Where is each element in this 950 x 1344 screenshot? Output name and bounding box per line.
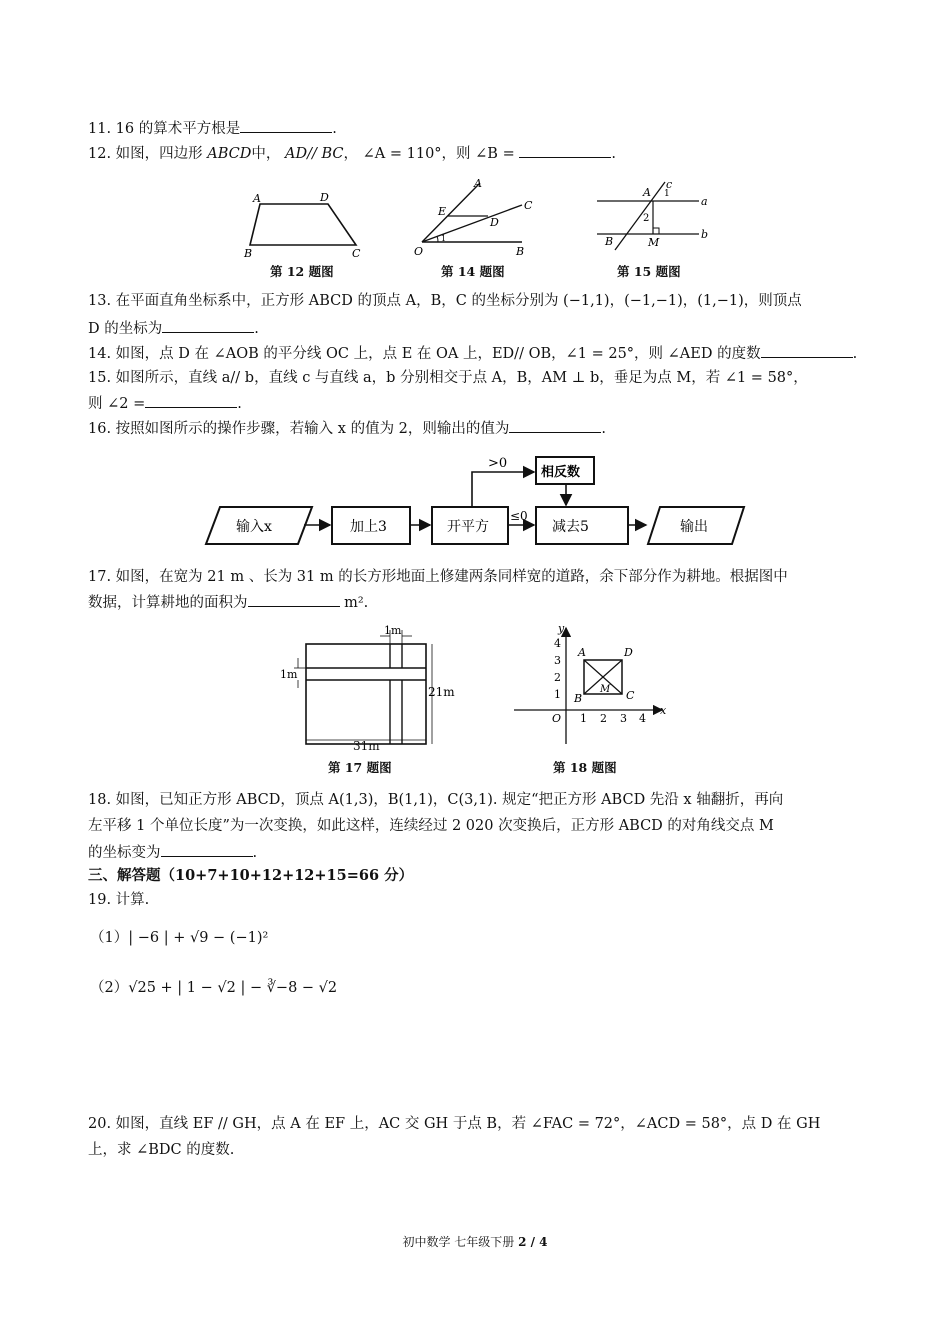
- flow-add-label: 加上3: [350, 519, 387, 535]
- question-20-line1: 20. 如图，直线 EF // GH，点 A 在 EF 上，AC 交 GH 于点 B，若 ∠FAC = 72°，∠ACD = 58°，点 D 在 GH: [88, 1116, 821, 1132]
- field-rect: [306, 644, 426, 744]
- arrow-positive: [472, 472, 534, 507]
- q14-end: .: [852, 346, 858, 362]
- question-19-part1: （1）| −6 | + √9 − (−1)²: [90, 930, 269, 946]
- question-15-line2: [88, 393, 242, 414]
- q16-end: .: [601, 421, 607, 437]
- figure-14-caption: 第 14 题图: [441, 264, 505, 279]
- question-18-line2: 左平移 1 个单位长度”为一次变换，如此这样，连续经过 2 020 次变换后，正方形 ABCD 的对角线交点 M: [88, 818, 774, 834]
- trapezoid-shape: [250, 204, 356, 245]
- label-b: B: [244, 247, 253, 260]
- label-d: D: [320, 191, 329, 204]
- q12-end: .: [611, 146, 616, 162]
- tick-x-2: 2: [600, 712, 607, 725]
- answer-blank-15: [145, 393, 237, 408]
- answer-blank-12: [519, 143, 611, 158]
- answer-blank-18: [161, 842, 253, 857]
- question-19-title: 19. 计算.: [88, 892, 150, 908]
- label-line-a: a: [701, 195, 708, 208]
- label-a: A: [643, 186, 651, 199]
- question-13-line2: [88, 318, 259, 339]
- q17-unit: m²: [344, 595, 364, 611]
- label-height: 21m: [428, 685, 455, 699]
- q13-text: D 的坐标为: [88, 321, 163, 337]
- label-o: O: [414, 245, 424, 258]
- label-e: E: [438, 205, 447, 218]
- question-14: [88, 343, 857, 364]
- question-17-line1: 17. 如图，在宽为 21 m 、长为 31 m 的长方形地面上修建两条同样宽的道路，余下部分作为耕地。根据图中: [88, 569, 788, 585]
- x-axis-label: x: [660, 704, 667, 717]
- q12-part3: ，则: [441, 146, 471, 162]
- ray-oa: [422, 183, 480, 242]
- answer-blank-13: [162, 318, 254, 333]
- q12-sep: ，: [343, 146, 359, 162]
- question-18-line1: 18. 如图，已知正方形 ABCD，顶点 A(1,3)，B(1,1)，C(3,1). 规定“把正方形 ABCD 先沿 x 轴翻折，再向: [88, 792, 784, 808]
- q12-ask: ∠B =: [475, 146, 515, 162]
- flow-le-label: ≤0: [510, 509, 528, 523]
- flow-neg-label: 相反数: [541, 465, 581, 480]
- page-footer: [0, 1233, 950, 1250]
- label-m: M: [648, 236, 660, 249]
- angle-1-arc: [437, 236, 438, 242]
- figure-12-trapezoid: [240, 188, 370, 258]
- flow-input-label: 输入x: [236, 519, 272, 535]
- question-17-line2: [88, 592, 368, 613]
- q12-condition-parallel: AD// BC: [285, 146, 344, 162]
- page-number: 2 / 4: [518, 1235, 548, 1249]
- label-a: A: [253, 192, 261, 205]
- label-top-road: 1m: [384, 624, 402, 637]
- tick-x-1: 1: [580, 712, 587, 725]
- question-20-line2: 上，求 ∠BDC 的度数.: [88, 1142, 235, 1158]
- origin-label: O: [552, 712, 562, 725]
- q12-part2: 中，: [251, 146, 281, 162]
- figure-15-caption: 第 15 题图: [617, 264, 681, 279]
- label-c: c: [666, 178, 673, 191]
- label-c: C: [626, 689, 635, 702]
- figure-17-caption: 第 17 题图: [328, 760, 392, 775]
- figure-18-caption: 第 18 题图: [553, 760, 617, 775]
- label-c: C: [524, 199, 533, 212]
- question-13-line1: 13. 在平面直角坐标系中，正方形 ABCD 的顶点 A，B，C 的坐标分别为 (−1,1)，(−1,−1)，(1,−1)，则顶点: [88, 293, 802, 309]
- q16-text: 16. 按照如图所示的操作步骤，若输入 x 的值为 2，则输出的值为: [88, 421, 510, 437]
- label-a: A: [474, 177, 482, 190]
- q15-end: .: [237, 396, 242, 412]
- question-11: [88, 118, 337, 139]
- flow-sub-label: 减去5: [552, 519, 589, 535]
- label-left-road: 1m: [280, 668, 298, 681]
- figure-18-coordinate: [512, 622, 672, 747]
- label-b: B: [605, 235, 614, 248]
- right-angle-mark: [653, 228, 659, 234]
- q13-end: .: [254, 321, 259, 337]
- tick-y-1: 1: [554, 688, 561, 701]
- label-angle-1: 1: [664, 189, 670, 199]
- question-19-part2: （2）√25 + | 1 − √2 | − ∛−8 − √2: [90, 980, 338, 996]
- q12-condition-angle: ∠A = 110°: [362, 146, 442, 162]
- label-d: D: [490, 216, 499, 229]
- section-3-heading: 三、解答题（10+7+10+12+12+15=66 分）: [88, 867, 414, 884]
- footer-text: 初中数学 七年级下册: [402, 1235, 519, 1249]
- question-15-line1: 15. 如图所示，直线 a// b，直线 c 与直线 a，b 分别相交于点 A，B，AM ⊥ b，垂足为点 M，若 ∠1 = 58°，: [88, 370, 808, 386]
- answer-blank-17: [248, 592, 340, 607]
- figure-12-caption: 第 12 题图: [270, 264, 334, 279]
- q11-text: 11. 16 的算术平方根是: [88, 121, 241, 137]
- figure-15-parallel: [595, 178, 715, 258]
- label-b: B: [574, 692, 583, 705]
- q12-part1: 12. 如图，四边形: [88, 146, 203, 162]
- label-a: A: [578, 646, 586, 659]
- q18-text: 的坐标变为: [88, 845, 161, 861]
- figure-14-angle: [410, 175, 540, 260]
- q11-end: .: [332, 121, 337, 137]
- q17-text: 数据，计算耕地的面积为: [88, 595, 248, 611]
- flow-output-label: 输出: [680, 519, 708, 535]
- flow-sqrt-label: 开平方: [447, 519, 489, 535]
- q14-text: 14. 如图，点 D 在 ∠AOB 的平分线 OC 上，点 E 在 OA 上，ED// OB，∠1 = 25°，则 ∠AED 的度数: [88, 346, 761, 362]
- tick-x-3: 3: [620, 712, 627, 725]
- label-c: C: [352, 247, 361, 260]
- tick-y-2: 2: [554, 671, 561, 684]
- label-m: M: [600, 684, 611, 695]
- q15-text: 则 ∠2 =: [88, 396, 146, 412]
- answer-blank-14: [761, 343, 853, 358]
- q18-end: .: [252, 845, 258, 861]
- y-axis-label: y: [558, 622, 565, 635]
- answer-blank-11: [240, 118, 332, 133]
- label-line-b: b: [701, 228, 709, 241]
- tick-y-4: 4: [554, 637, 561, 650]
- label-d: D: [624, 646, 633, 659]
- label-angle-1: 1: [441, 234, 447, 243]
- label-angle-2: 2: [643, 213, 650, 224]
- question-16: [88, 418, 606, 439]
- question-12: [88, 143, 616, 164]
- flow-gt-label: >0: [488, 456, 508, 471]
- label-width: 31m: [353, 739, 380, 753]
- tick-x-4: 4: [639, 712, 646, 725]
- answer-blank-16: [509, 418, 601, 433]
- question-18-line3: [88, 842, 257, 863]
- q17-end: .: [363, 595, 369, 611]
- figure-17-field: [278, 622, 468, 752]
- label-b: B: [516, 245, 525, 258]
- flowchart-16: [200, 450, 760, 560]
- tick-y-3: 3: [554, 654, 561, 667]
- q12-abcd: ABCD: [207, 146, 252, 162]
